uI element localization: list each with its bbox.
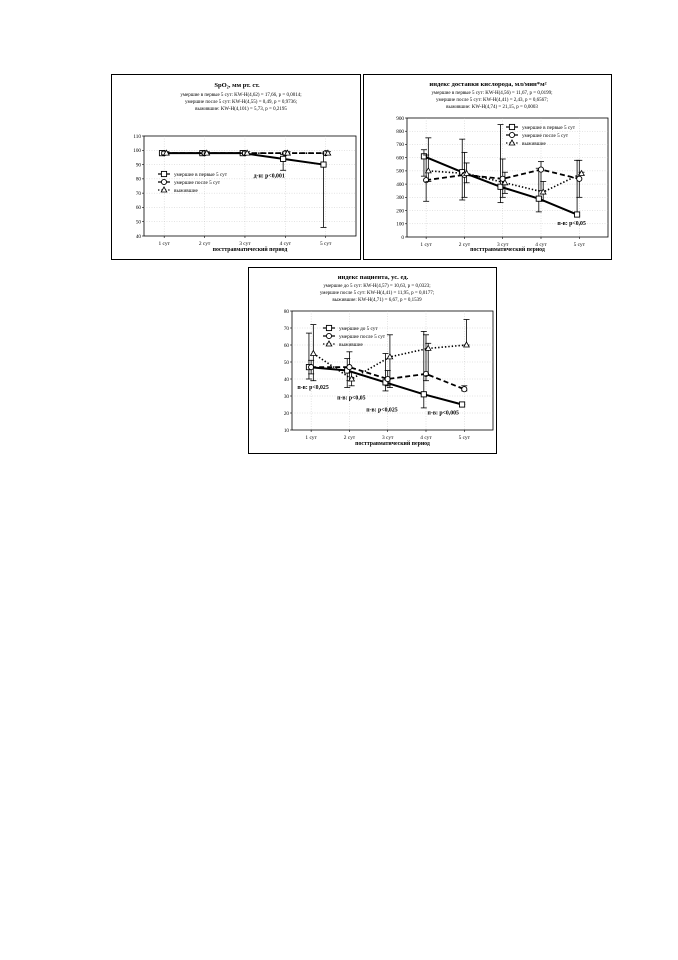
stat-line: умершие после 5 сут: KW-H(4,41) = 11,95, p = 0,0177; xyxy=(319,291,435,296)
legend-label: выжившие xyxy=(522,140,546,147)
data-point xyxy=(577,176,582,181)
chart-oxygen-delivery-index xyxy=(364,75,613,261)
legend xyxy=(323,325,386,347)
x-tick-label: 5 сут xyxy=(458,435,470,441)
x-tick-label: 1 сут xyxy=(158,241,170,247)
chart-spo2 xyxy=(112,75,362,261)
x-tick-label: 5 сут xyxy=(320,241,332,247)
legend-label: умершие в первые 5 сут xyxy=(174,171,228,178)
x-tick-label: 3 сут xyxy=(497,242,509,248)
y-tick-label: 100 xyxy=(133,148,141,155)
legend-label: умершие после 5 сут xyxy=(339,333,386,340)
chart-title: SpO₂, мм рт. ст. xyxy=(214,82,260,89)
legend-label: умершие до 5 сут xyxy=(339,325,378,332)
series-2 xyxy=(425,138,584,201)
y-tick-label: 50 xyxy=(135,219,141,226)
y-tick-label: 110 xyxy=(133,133,141,140)
data-point xyxy=(574,212,579,217)
data-point xyxy=(347,365,352,370)
data-point xyxy=(536,196,541,201)
x-axis-label: посттравматический период xyxy=(355,441,430,447)
y-tick-label: 600 xyxy=(396,155,404,162)
x-tick-label: 2 сут xyxy=(458,242,471,248)
y-tick-label: 10 xyxy=(283,427,289,434)
data-point xyxy=(321,162,326,167)
stat-line: умершие после 5 сут: KW-H(4,41) = 2,43, p = 0,6567; xyxy=(436,98,548,103)
x-tick-label: 2 сут xyxy=(198,241,211,247)
legend-label: выжившие xyxy=(174,187,198,194)
x-tick-label: 2 сут xyxy=(343,435,356,441)
legend-label: умершие в первые 5 сут xyxy=(522,124,576,131)
x-tick-label: 4 сут xyxy=(420,435,432,441)
legend-marker xyxy=(509,132,514,137)
legend-marker xyxy=(326,333,331,338)
series-1 xyxy=(423,152,582,201)
y-tick-label: 50 xyxy=(283,359,289,366)
legend-marker xyxy=(161,171,166,176)
y-tick-label: 0 xyxy=(401,234,404,241)
stat-line: умершие после 5 сут: KW-H(4,55) = 0,49, p = 0,9736; xyxy=(185,100,297,105)
y-tick-label: 60 xyxy=(135,205,141,212)
x-axis-label: посттравматический период xyxy=(212,247,288,253)
stat-line: умершие в первые 5 сут: KW-H(4,56) = 11,67, p = 0,0199; xyxy=(431,91,553,96)
x-tick-label: 5 сут xyxy=(573,242,585,248)
data-point xyxy=(462,387,467,392)
annotation: п-в: p<0,025 xyxy=(366,407,398,414)
annotation: п-в: p<0,05 xyxy=(557,221,586,228)
y-tick-label: 40 xyxy=(283,376,289,383)
stat-line: умершие до 5 сут: KW-H(4,57) = 10,63, p = 0,0323; xyxy=(323,284,431,289)
y-tick-label: 200 xyxy=(396,208,404,215)
legend-marker xyxy=(161,179,166,184)
data-point xyxy=(281,156,286,161)
data-point xyxy=(538,167,543,172)
y-tick-label: 30 xyxy=(283,393,289,400)
y-tick-label: 700 xyxy=(396,142,404,149)
x-tick-label: 1 сут xyxy=(305,435,317,441)
annotation: д-н: p<0,001 xyxy=(253,173,285,180)
y-tick-label: 70 xyxy=(283,325,289,332)
x-tick-label: 3 сут xyxy=(382,435,394,441)
y-tick-label: 60 xyxy=(283,342,289,349)
annotation: п-в: p<0,025 xyxy=(297,385,329,392)
data-point xyxy=(464,342,470,347)
y-tick-label: 500 xyxy=(396,168,404,175)
y-tick-label: 90 xyxy=(135,162,141,169)
chart-patient-index xyxy=(249,268,498,455)
y-tick-label: 100 xyxy=(396,221,404,228)
legend xyxy=(506,124,576,146)
y-tick-label: 800 xyxy=(396,129,404,136)
stat-line: выжившие: KW-H(4,74) = 21,15, p = 0,0003 xyxy=(446,105,538,110)
x-axis-label: посттравматический период xyxy=(470,247,545,253)
chart-panel-do2 xyxy=(363,74,612,260)
data-point xyxy=(459,402,464,407)
legend-marker xyxy=(509,124,514,129)
chart-panel-patient-index xyxy=(248,267,497,454)
annotation: п-в: p<0,05 xyxy=(337,395,366,402)
data-point xyxy=(421,392,426,397)
chart-title: индекс доставки кислорода, мл/мин*м² xyxy=(429,81,547,88)
x-tick-label: 1 сут xyxy=(420,242,432,248)
series-2 xyxy=(310,320,469,388)
y-tick-label: 300 xyxy=(396,195,404,202)
chart-title: индекс пациента, ус. ед. xyxy=(337,274,409,281)
y-tick-label: 40 xyxy=(135,233,141,240)
x-tick-label: 3 сут xyxy=(239,241,251,247)
stat-line: умершие в первые 5 сут: KW-H(4,62) = 17,66, p = 0,0014; xyxy=(180,93,302,98)
legend-marker xyxy=(326,325,331,330)
series-1 xyxy=(308,335,467,392)
legend-label: умершие после 5 сут xyxy=(522,132,569,139)
y-tick-label: 70 xyxy=(135,190,141,197)
stat-line: выжившие: KW-H(4,101) = 5,73, p = 0,2195 xyxy=(195,107,287,112)
chart-panel-spo2 xyxy=(111,74,361,260)
stat-line: выжившие: KW-H(4,71) = 6,67, p = 0,1539 xyxy=(332,298,422,303)
legend xyxy=(158,171,228,193)
y-tick-label: 400 xyxy=(396,181,404,188)
annotation: п-в: p<0,005 xyxy=(427,410,459,417)
y-tick-label: 80 xyxy=(135,176,141,183)
y-tick-label: 900 xyxy=(396,115,404,122)
legend-label: умершие после 5 сут xyxy=(174,179,221,186)
legend-label: выжившие xyxy=(339,341,363,348)
data-point xyxy=(311,351,317,356)
y-tick-label: 20 xyxy=(283,410,289,417)
x-tick-label: 4 сут xyxy=(535,242,547,248)
x-tick-label: 4 сут xyxy=(279,241,292,247)
y-tick-label: 80 xyxy=(283,308,289,315)
